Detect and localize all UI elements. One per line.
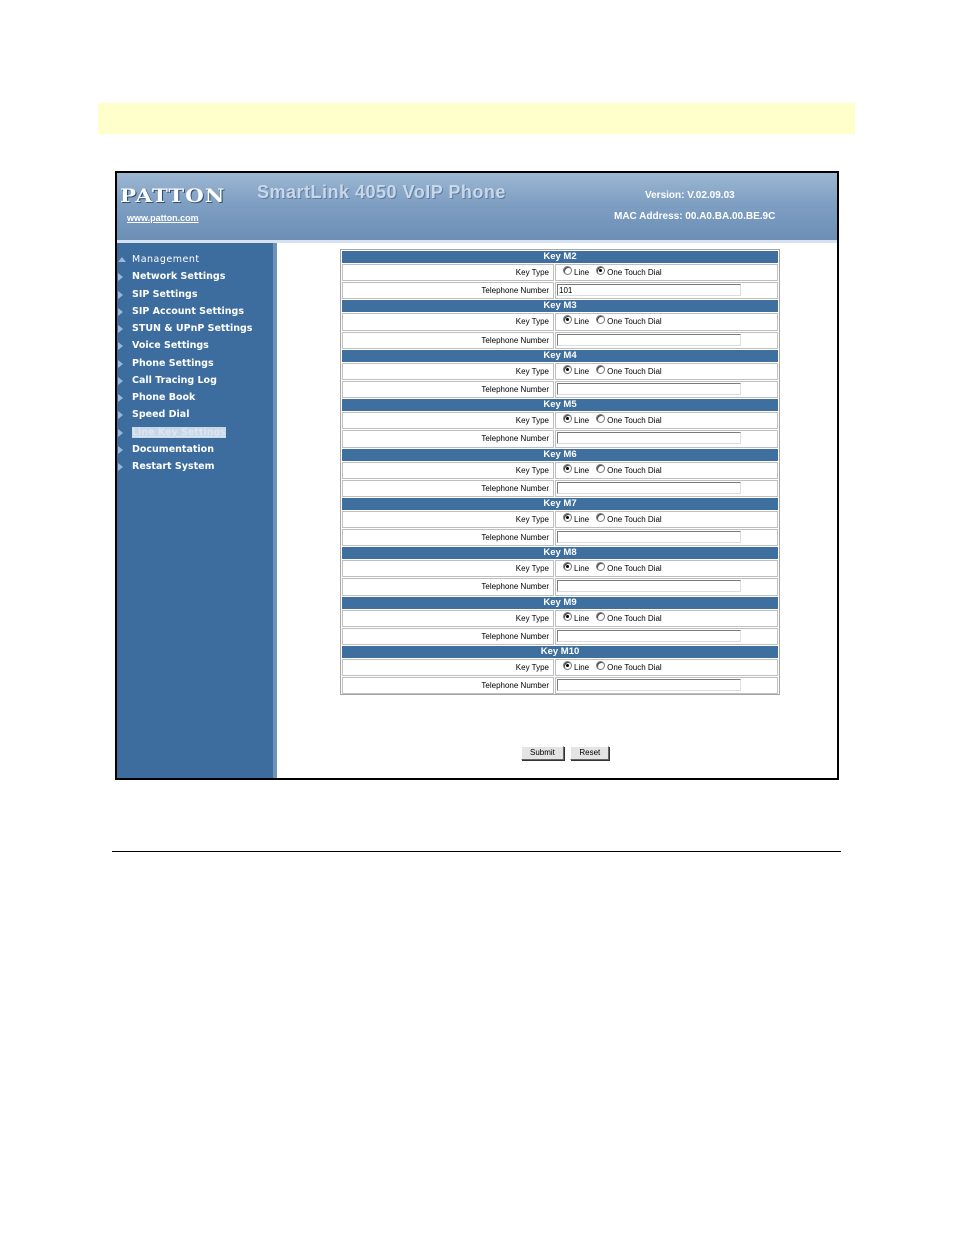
key-type-options <box>555 610 778 627</box>
radio-line-label: Line <box>574 613 590 623</box>
key-title: Key M7 <box>342 498 778 510</box>
key-type-options <box>555 560 778 577</box>
radio-one-touch-dial-label: One Touch Dial <box>607 416 662 426</box>
mac-address-text: MAC Address: 00.A0.BA.00.BE.9C <box>614 211 776 222</box>
radio-one-touch-dial-label: One Touch Dial <box>607 317 662 327</box>
telephone-label: Telephone Number <box>342 381 554 398</box>
telephone-row <box>341 627 779 645</box>
sidebar-item-label: Line Key Settings <box>132 426 226 438</box>
key-type-row <box>341 609 779 627</box>
radio-one-touch-dial-label: One Touch Dial <box>607 663 662 672</box>
key-block <box>341 646 779 694</box>
sidebar-item-label: Call Tracing Log <box>132 374 217 386</box>
key-type-row <box>341 263 779 281</box>
key-type-row <box>341 658 779 676</box>
key-title: Key M6 <box>342 449 778 461</box>
key-type-row <box>341 312 779 330</box>
key-type-options <box>555 313 778 330</box>
radio-line[interactable] <box>563 315 572 324</box>
telephone-number-input[interactable] <box>557 679 741 691</box>
radio-line-label: Line <box>574 663 590 672</box>
telephone-cell <box>555 529 778 546</box>
telephone-cell <box>555 628 778 645</box>
radio-line[interactable] <box>563 365 572 374</box>
sidebar-item-call-tracing-log[interactable] <box>117 372 252 389</box>
sidebar-item-label: Phone Settings <box>132 357 214 369</box>
form-buttons <box>521 742 611 760</box>
telephone-cell <box>555 677 778 694</box>
radio-line[interactable] <box>563 612 572 621</box>
sidebar-item-label: Restart System <box>132 461 215 472</box>
telephone-row <box>341 380 779 398</box>
sidebar-item-voice-settings[interactable] <box>117 337 252 354</box>
telephone-row <box>341 281 779 299</box>
reset-button[interactable]: Reset <box>570 746 609 760</box>
key-block <box>341 547 779 595</box>
radio-one-touch-dial-label: One Touch Dial <box>607 564 662 574</box>
radio-one-touch-dial[interactable] <box>596 464 605 473</box>
radio-one-touch-dial-label: One Touch Dial <box>607 514 662 524</box>
telephone-label: Telephone Number <box>342 628 554 645</box>
radio-one-touch-dial[interactable] <box>596 266 605 275</box>
radio-one-touch-dial-label: One Touch Dial <box>607 465 662 475</box>
triangle-right-icon <box>118 429 123 437</box>
sidebar-nav <box>117 243 277 778</box>
radio-one-touch-dial[interactable] <box>596 414 605 423</box>
radio-one-touch-dial[interactable] <box>596 562 605 571</box>
sidebar-item-label: SIP Account Settings <box>132 305 245 317</box>
sidebar-item-network-settings[interactable] <box>117 268 252 285</box>
sidebar-item-label: STUN & UPnP Settings <box>132 323 253 334</box>
telephone-row <box>341 676 779 694</box>
sidebar-item-documentation[interactable] <box>117 441 252 458</box>
key-type-row <box>341 411 779 429</box>
telephone-cell <box>555 332 778 349</box>
triangle-right-icon <box>118 394 123 402</box>
key-type-row <box>341 559 779 577</box>
sidebar-item-management[interactable] <box>117 251 252 268</box>
triangle-up-icon <box>118 257 126 262</box>
radio-line[interactable] <box>563 266 572 275</box>
key-type-options <box>555 462 778 479</box>
sidebar-item-line-key-settings[interactable] <box>117 424 252 441</box>
telephone-number-input[interactable] <box>557 432 741 444</box>
radio-line[interactable] <box>563 414 572 423</box>
telephone-label: Telephone Number <box>342 282 554 299</box>
telephone-label: Telephone Number <box>342 480 554 497</box>
telephone-row <box>341 331 779 349</box>
triangle-right-icon <box>118 291 123 299</box>
note-highlight-bar <box>98 103 855 134</box>
triangle-right-icon <box>118 446 123 454</box>
key-type-label: Key Type <box>342 659 554 676</box>
telephone-number-input[interactable] <box>557 531 741 543</box>
key-title: Key M2 <box>342 251 778 263</box>
page-divider-line <box>112 851 841 852</box>
sidebar-item-sip-settings[interactable] <box>117 286 252 303</box>
triangle-right-icon <box>118 360 123 368</box>
telephone-label: Telephone Number <box>342 677 554 694</box>
telephone-row <box>341 528 779 546</box>
product-title: SmartLink 4050 VoIP Phone <box>257 182 506 202</box>
telephone-cell <box>555 430 778 447</box>
key-block <box>341 498 779 546</box>
key-type-options <box>555 264 778 281</box>
key-type-row <box>341 362 779 380</box>
radio-line-label: Line <box>574 416 590 426</box>
key-type-label: Key Type <box>342 610 554 627</box>
triangle-right-icon <box>118 325 123 333</box>
key-title: Key M3 <box>342 300 778 312</box>
key-type-row <box>341 461 779 479</box>
radio-one-touch-dial[interactable] <box>596 365 605 374</box>
radio-one-touch-dial[interactable] <box>596 661 605 670</box>
triangle-right-icon <box>118 342 123 350</box>
triangle-right-icon <box>118 308 123 316</box>
triangle-right-icon <box>118 273 123 281</box>
key-block <box>341 300 779 348</box>
radio-one-touch-dial[interactable] <box>596 315 605 324</box>
version-text: Version: V.02.09.03 <box>645 190 735 201</box>
telephone-number-input[interactable] <box>557 580 741 592</box>
sidebar-item-label: Documentation <box>132 443 214 455</box>
radio-line-label: Line <box>574 465 590 475</box>
submit-button[interactable]: Submit <box>521 746 564 760</box>
telephone-cell <box>555 480 778 497</box>
radio-line[interactable] <box>563 562 572 571</box>
telephone-number-input[interactable] <box>557 383 741 395</box>
sidebar-item-label: Management <box>132 254 200 265</box>
telephone-row <box>341 429 779 447</box>
key-block <box>341 350 779 398</box>
key-block <box>341 251 779 299</box>
key-title: Key M4 <box>342 350 778 362</box>
telephone-row <box>341 577 779 595</box>
sidebar-item-speed-dial[interactable] <box>117 406 252 423</box>
telephone-number-input[interactable]: 101 <box>557 284 741 296</box>
radio-one-touch-dial-label: One Touch Dial <box>607 613 662 623</box>
telephone-label: Telephone Number <box>342 332 554 349</box>
telephone-cell <box>555 282 778 299</box>
sidebar-item-label: Voice Settings <box>132 340 209 352</box>
header-banner <box>117 173 837 243</box>
line-key-table <box>340 249 780 695</box>
key-type-label: Key Type <box>342 462 554 479</box>
key-title: Key M9 <box>342 597 778 609</box>
radio-line-label: Line <box>574 366 590 376</box>
radio-line[interactable] <box>563 661 572 670</box>
radio-line-label: Line <box>574 514 590 524</box>
radio-line-label: Line <box>574 317 590 327</box>
key-type-label: Key Type <box>342 264 554 281</box>
browser-screenshot-frame <box>115 171 839 780</box>
key-type-options <box>555 412 778 429</box>
sidebar-item-sip-account-settings[interactable] <box>117 303 252 320</box>
main-content <box>277 243 837 778</box>
key-title: Key M5 <box>342 399 778 411</box>
telephone-number-input[interactable] <box>557 482 741 494</box>
key-block <box>341 597 779 645</box>
telephone-row <box>341 479 779 497</box>
sidebar-item-restart-system[interactable] <box>117 458 252 475</box>
key-type-options <box>555 659 778 676</box>
key-title: Key M8 <box>342 547 778 559</box>
radio-one-touch-dial-label: One Touch Dial <box>607 268 662 277</box>
key-type-label: Key Type <box>342 560 554 577</box>
telephone-label: Telephone Number <box>342 430 554 447</box>
sidebar-item-phone-settings[interactable] <box>117 355 252 372</box>
key-type-label: Key Type <box>342 313 554 330</box>
key-block <box>341 399 779 447</box>
sidebar-item-label: SIP Settings <box>132 288 198 300</box>
key-title: Key M10 <box>342 646 778 658</box>
radio-one-touch-dial[interactable] <box>596 513 605 522</box>
radio-line[interactable] <box>563 513 572 522</box>
telephone-cell <box>555 578 778 595</box>
radio-line-label: Line <box>574 564 590 574</box>
sidebar-item-label: Speed Dial <box>132 409 190 421</box>
telephone-number-input[interactable] <box>557 334 741 346</box>
key-type-options <box>555 511 778 528</box>
radio-one-touch-dial[interactable] <box>596 612 605 621</box>
key-type-label: Key Type <box>342 511 554 528</box>
telephone-number-input[interactable] <box>557 630 741 642</box>
radio-line-label: Line <box>574 268 590 277</box>
key-type-row <box>341 510 779 528</box>
triangle-right-icon <box>118 377 123 385</box>
telephone-cell <box>555 381 778 398</box>
telephone-label: Telephone Number <box>342 529 554 546</box>
radio-line[interactable] <box>563 464 572 473</box>
sidebar-item-stun-upnp-settings[interactable] <box>117 320 252 337</box>
triangle-right-icon <box>118 411 123 419</box>
key-type-label: Key Type <box>342 412 554 429</box>
key-type-options <box>555 363 778 380</box>
triangle-right-icon <box>118 463 123 471</box>
telephone-label: Telephone Number <box>342 578 554 595</box>
sidebar-item-phone-book[interactable] <box>117 389 252 406</box>
patton-logo: PATTON <box>120 185 226 207</box>
sidebar-item-label: Network Settings <box>132 271 226 283</box>
sidebar-item-label: Phone Book <box>132 392 196 403</box>
key-type-label: Key Type <box>342 363 554 380</box>
radio-one-touch-dial-label: One Touch Dial <box>607 366 662 376</box>
key-block <box>341 449 779 497</box>
website-link[interactable]: www.patton.com <box>127 213 199 223</box>
nav-list <box>117 251 252 475</box>
